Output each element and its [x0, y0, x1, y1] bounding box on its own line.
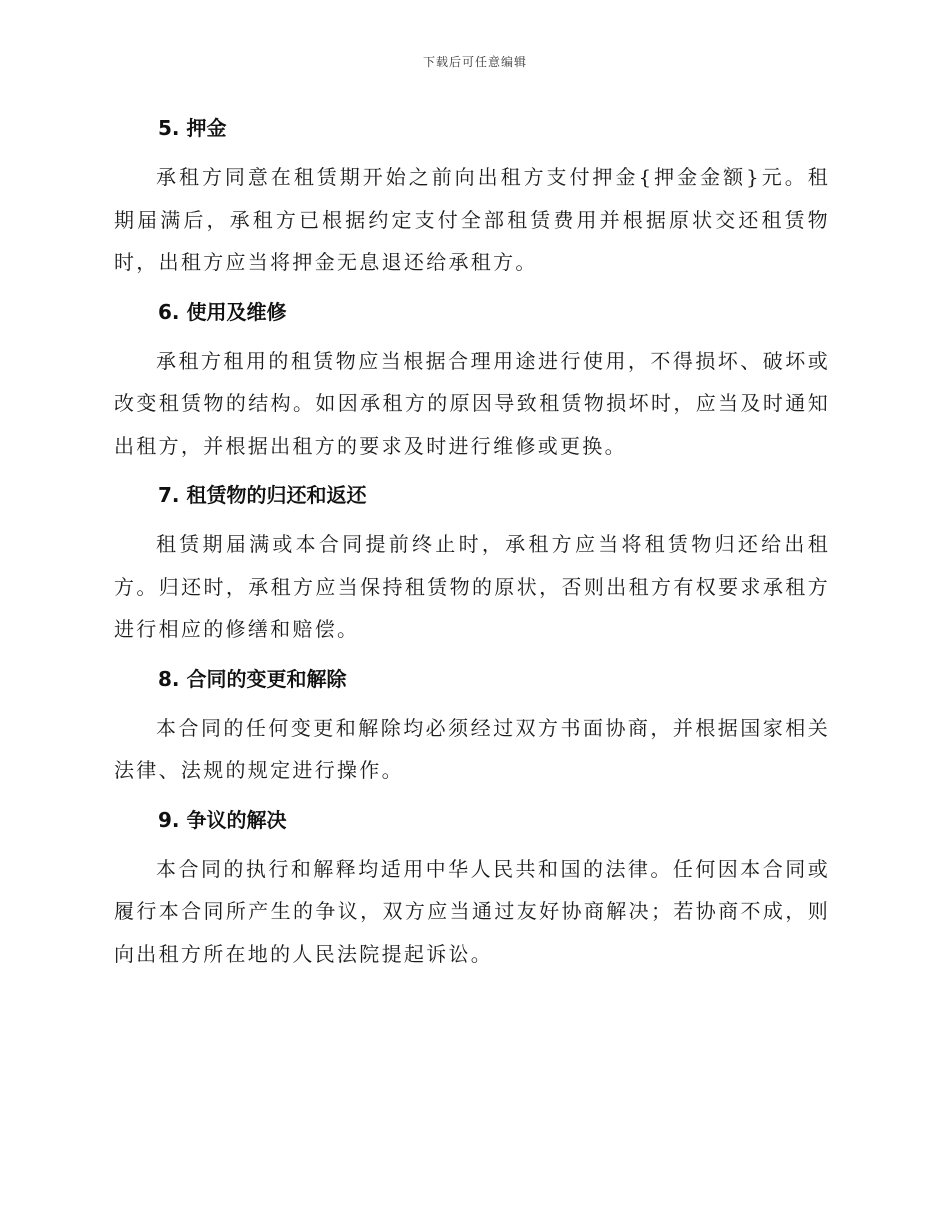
section-dispute-resolution — [114, 804, 830, 976]
section-use-and-maintenance — [114, 296, 830, 468]
section-paragraph: 本合同的任何变更和解除均必须经过双方书面协商，并根据国家相关法律、法规的规定进行操作。 — [114, 715, 830, 782]
page-header: 下载后可任意编辑 — [422, 55, 527, 69]
section-heading: 7. 租赁物的归还和返还 — [158, 483, 367, 507]
section-heading: 5. 押金 — [158, 116, 227, 140]
section-heading: 9. 争议的解决 — [158, 807, 287, 832]
section-paragraph: 本合同的执行和解释均适用中华人民共和国的法律。任何因本合同或履行本合同所产生的争议，双方应当通过友好协商解决；若协商不成，则向出租方所在地的人民法院提起诉讼。 — [114, 856, 830, 966]
section-paragraph: 承租方租用的租赁物应当根据合理用途进行使用，不得损坏、破坏或改变租赁物的结构。如因承租方的原因导致租赁物损坏时，应当及时通知出租方，并根据出租方的要求及时进行维修或更换。 — [114, 348, 830, 458]
section-paragraph: 租赁期届满或本合同提前终止时，承租方应当将租赁物归还给出租方。归还时，承租方应当保持租赁物的原状，否则出租方有权要求承租方进行相应的修缮和赔偿。 — [114, 532, 830, 641]
section-heading: 8. 合同的变更和解除 — [158, 666, 347, 691]
section-heading: 6. 使用及维修 — [158, 299, 287, 324]
section-deposit — [114, 112, 830, 284]
section-amendment-and-termination — [114, 663, 830, 792]
document-body — [114, 112, 830, 987]
section-paragraph: 承租方同意在租赁期开始之前向出租方支付押金{押金金额}元。租期届满后，承租方已根据约定支付全部租赁费用并根据原状交还租赁物时，出租方应当将押金无息退还给承租方。 — [114, 165, 830, 274]
section-return-of-leased-item — [114, 479, 830, 651]
